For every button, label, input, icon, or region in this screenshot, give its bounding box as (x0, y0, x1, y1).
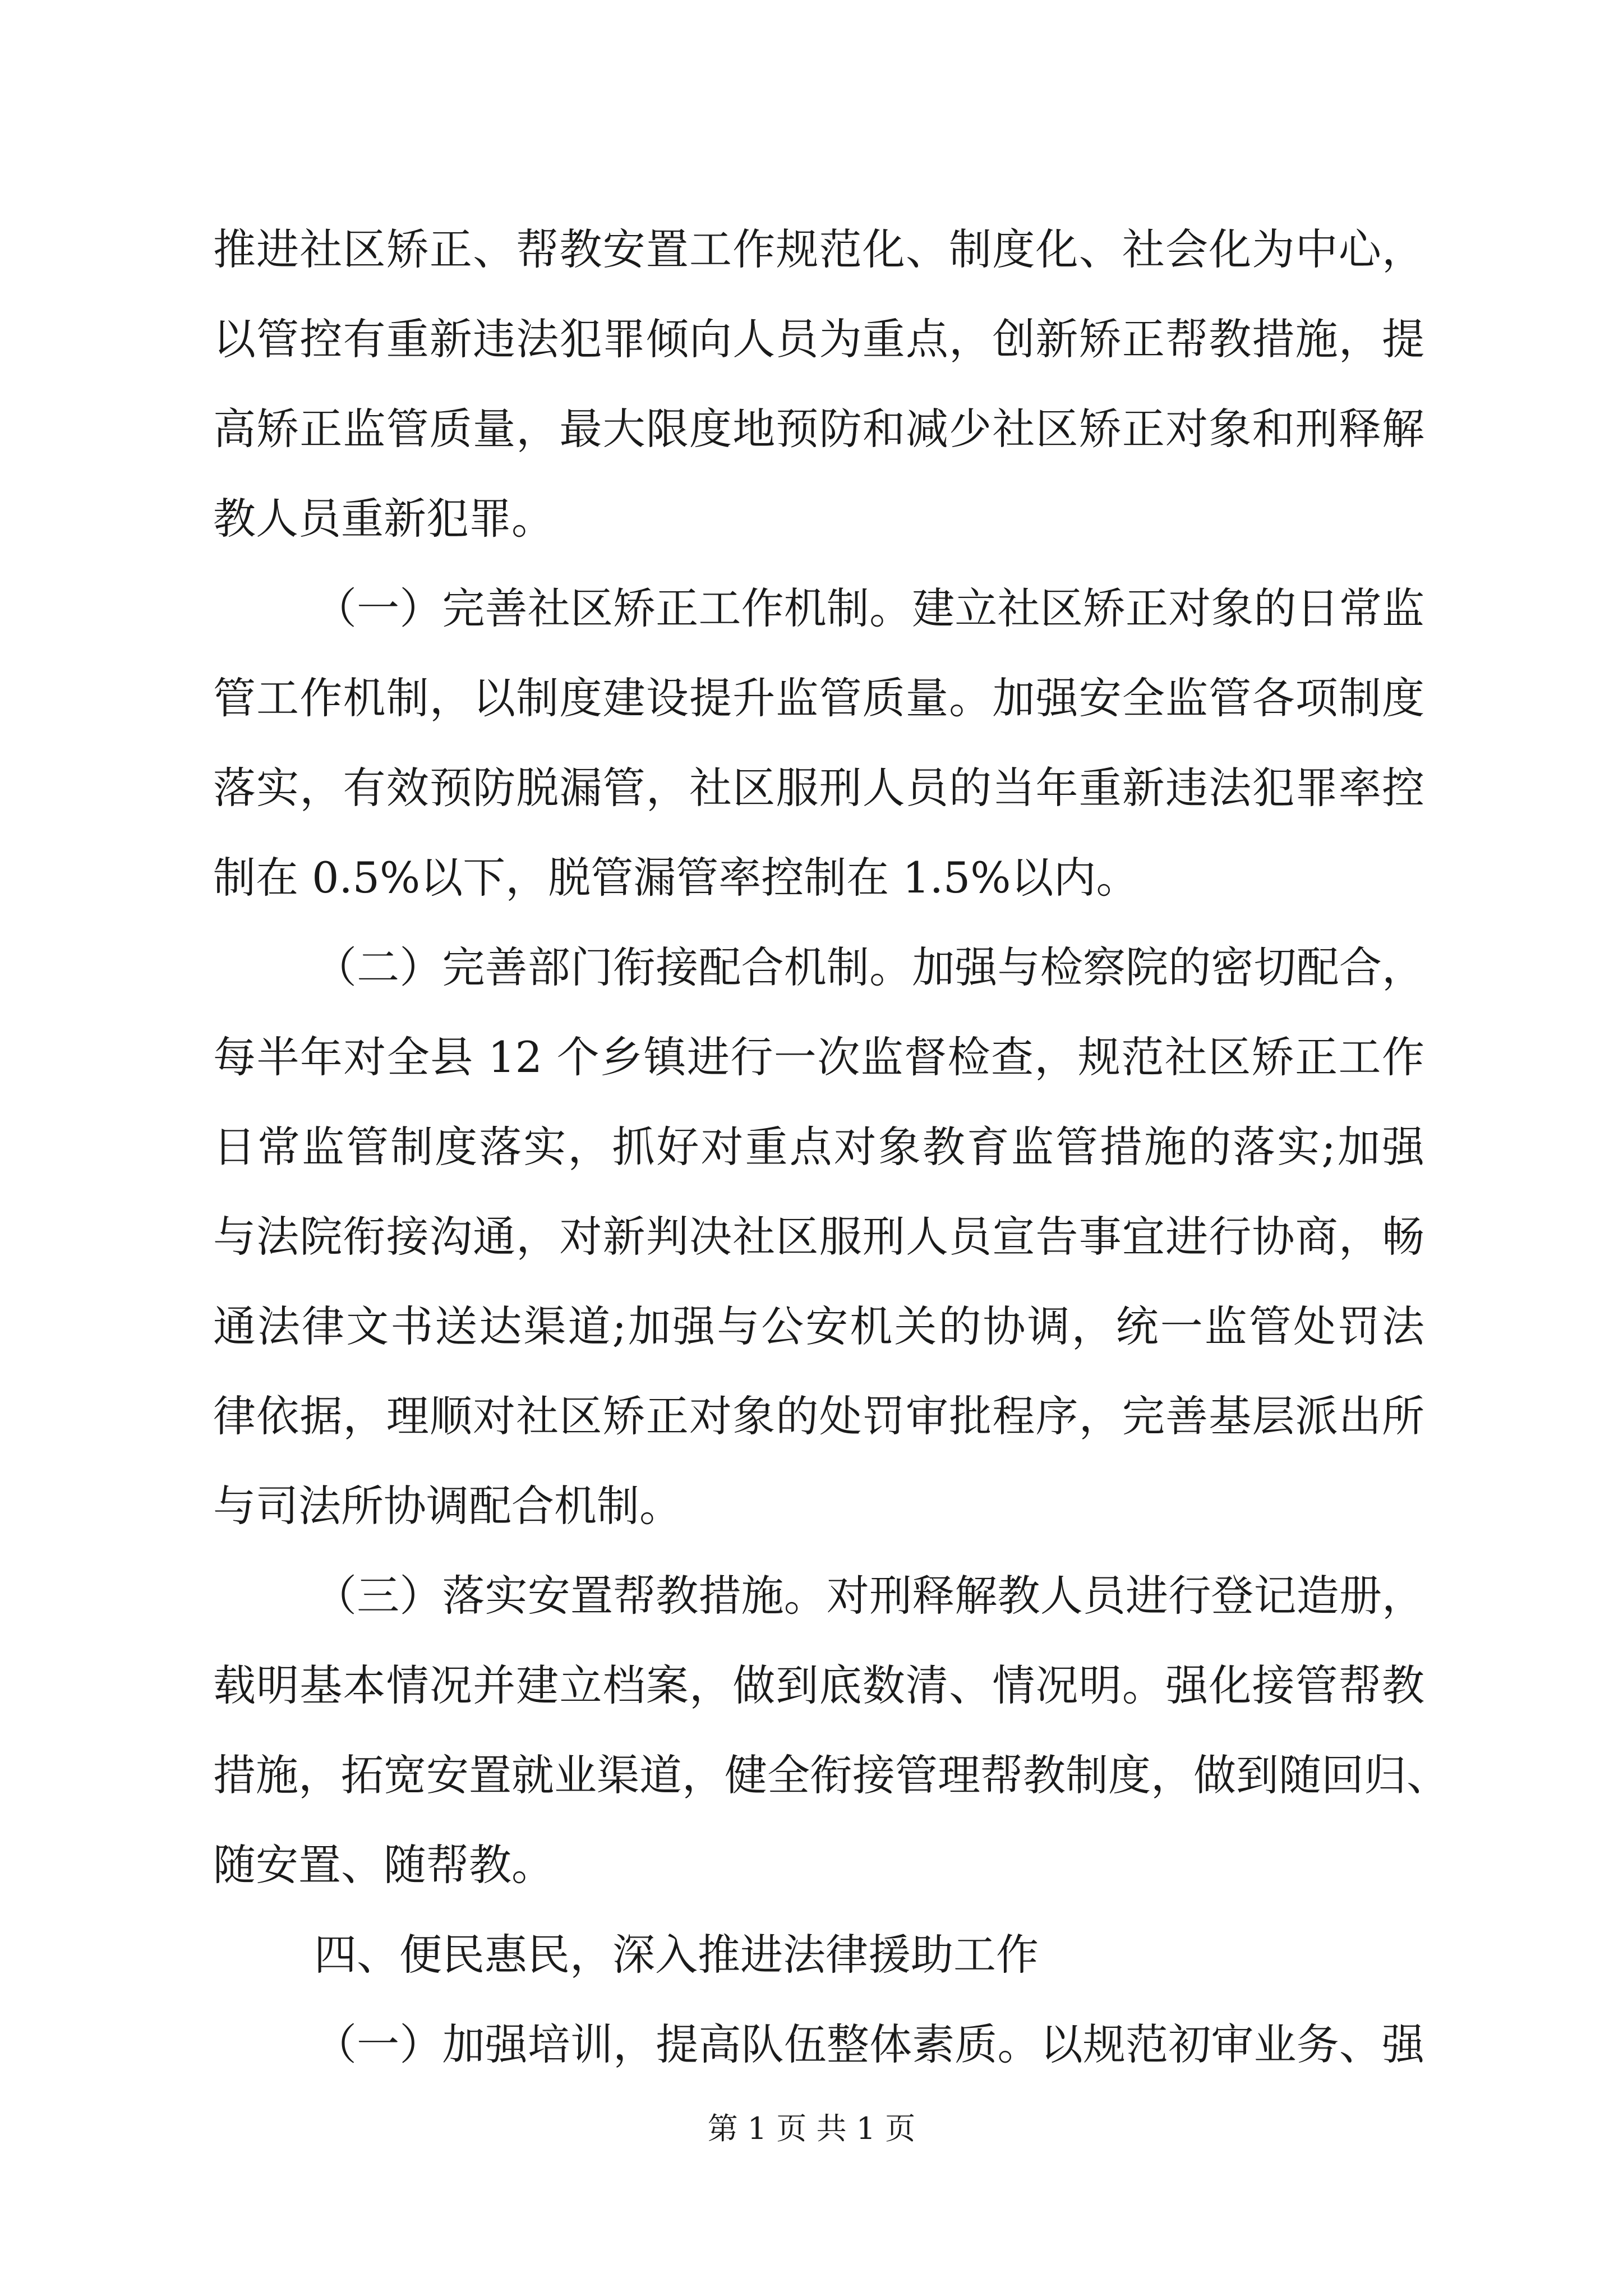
text-line: 通法律文书送达渠道;加强与公安机关的协调，统一监管处罚法 (213, 1301, 1424, 1351)
text-line: 制在 0.5%以下，脱管漏管率控制在 1.5%以内。 (213, 853, 1139, 903)
text-line: 随安置、随帮教。 (213, 1840, 554, 1890)
page-number-footer: 第 1 页 共 1 页 (707, 2111, 916, 2146)
text-line: 与司法所协调配合机制。 (213, 1481, 682, 1531)
paragraph-start-line: （一）加强培训，提高队伍整体素质。以规范初审业务、强 (314, 2019, 1424, 2069)
text-line: 以管控有重新违法犯罪倾向人员为重点，创新矫正帮教措施，提 (213, 314, 1424, 364)
text-line: 推进社区矫正、帮教安置工作规范化、制度化、社会化为中心， (213, 224, 1424, 274)
section-heading: 四、便民惠民，深入推进法律援助工作 (314, 1930, 1039, 1980)
text-line: 每半年对全县 12 个乡镇进行一次监督检查，规范社区矫正工作 (213, 1032, 1424, 1082)
paragraph-start-line: （二）完善部门衔接配合机制。加强与检察院的密切配合， (314, 942, 1424, 992)
text-line: 落实，有效预防脱漏管，社区服刑人员的当年重新违法犯罪率控 (213, 763, 1424, 813)
text-line: 高矫正监管质量，最大限度地预防和减少社区矫正对象和刑释解 (213, 404, 1424, 454)
paragraph-start-line: （三）落实安置帮教措施。对刑释解教人员进行登记造册， (314, 1571, 1424, 1621)
text-line: 与法院衔接沟通，对新判决社区服刑人员宣告事宜进行协商，畅 (213, 1212, 1424, 1262)
text-line: 教人员重新犯罪。 (213, 494, 554, 544)
text-line: 措施，拓宽安置就业渠道，健全衔接管理帮教制度，做到随回归、 (213, 1750, 1449, 1800)
text-line: 管工作机制，以制度建设提升监管质量。加强安全监管各项制度 (213, 673, 1424, 723)
text-line: 载明基本情况并建立档案，做到底数清、情况明。强化接管帮教 (213, 1660, 1424, 1710)
paragraph-start-line: （一）完善社区矫正工作机制。建立社区矫正对象的日常监 (314, 583, 1424, 633)
text-line: 日常监管制度落实，抓好对重点对象教育监管措施的落实;加强 (213, 1122, 1424, 1172)
text-line: 律依据，理顺对社区矫正对象的处罚审批程序，完善基层派出所 (213, 1391, 1424, 1441)
